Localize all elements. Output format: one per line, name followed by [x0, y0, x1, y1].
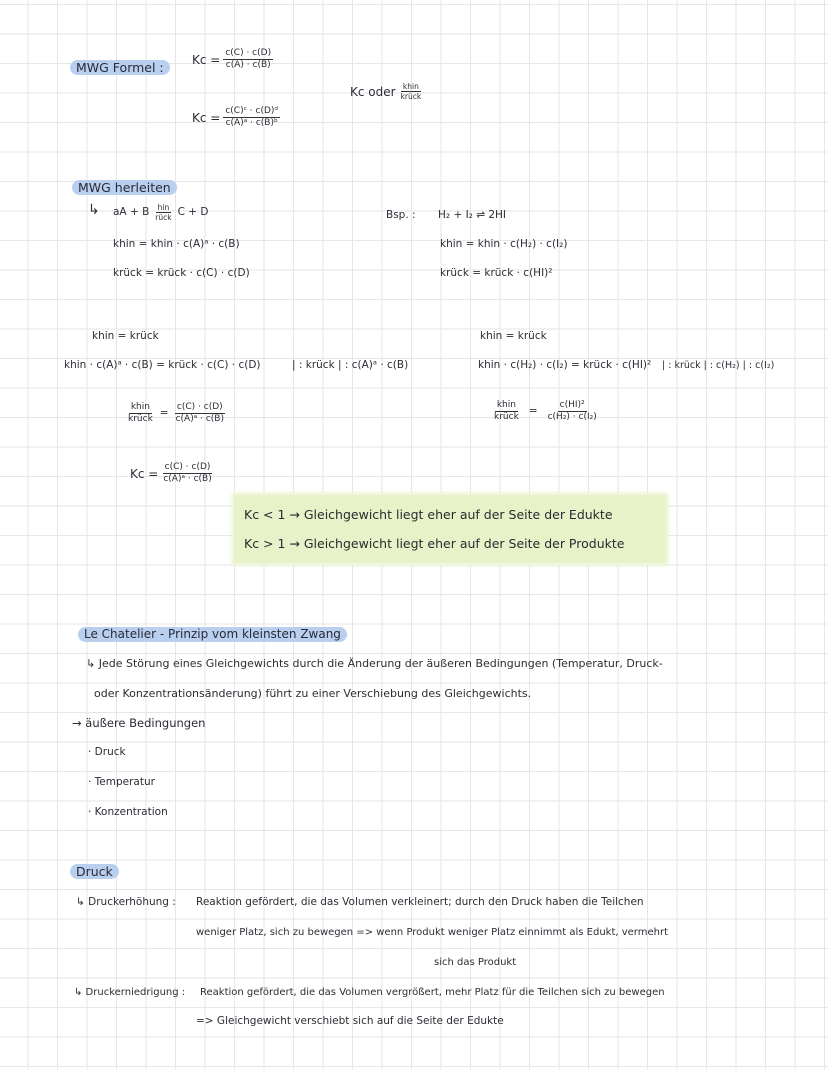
ratio-rhs-den: c(A)ᵃ · c(B) [175, 414, 224, 424]
mwg-herleiten-heading: MWG herleiten [72, 180, 177, 195]
kc-oder-fraction [399, 82, 424, 101]
ratio-lhs-num: khin [130, 402, 150, 412]
reaction-arrow [153, 203, 173, 222]
bsp-k-hin-equation: khin = khin · c(H₂) · c(I₂) [440, 238, 568, 250]
condition-item-druck: · Druck [88, 746, 126, 758]
reaction-right: C + D [177, 206, 209, 218]
kc-oder-label: Kc oder [350, 84, 396, 99]
formula1-numerator: c(C) · c(D) [225, 48, 272, 58]
kc-oder-numerator: khin [402, 82, 419, 91]
druckerhoehung-line3: sich das Produkt [434, 957, 517, 968]
ratio-equals: = [159, 407, 169, 419]
bsp-ratio-lhs-den: krück [494, 412, 519, 422]
k-rueck-equation: krück = krück · c(C) · c(D) [113, 267, 250, 279]
druckerniedrigung-line2: => Gleichgewicht verschiebt sich auf die Seite der Edukte [196, 1015, 504, 1027]
kc-oder-denominator: krück [400, 92, 422, 101]
bsp-khin-equals-krueck: khin = krück [480, 330, 547, 342]
bsp-ratio-equation [492, 400, 599, 423]
formula1-denominator: c(A) · c(B) [225, 60, 271, 70]
le-chatelier-line1: ↳ Jede Störung eines Gleichgewichts durch die Änderung der äußeren Bedingungen (Temperatur, Druck- [86, 657, 663, 670]
druckerniedrigung-label: ↳ Druckerniedrigung : [74, 987, 186, 998]
division-operations: | : krück | : c(A)ᵃ · c(B) [292, 359, 409, 371]
general-reaction [113, 203, 209, 222]
bsp-ratio-rhs-den: c(H₂) · c(I₂) [547, 412, 597, 422]
mwg-formula-2 [192, 106, 280, 129]
kc-label: Kc = [192, 52, 221, 67]
formula2-fraction [223, 106, 280, 129]
formula1-fraction [223, 48, 273, 71]
kc-interpretation-box [232, 493, 668, 565]
reaction-left: aA + B [113, 206, 150, 218]
druckerhoehung-line1: Reaktion gefördert, die das Volumen verkleinert; durch den Druck haben die Teilchen [196, 896, 644, 908]
aeussere-bedingungen-heading: → äußere Bedingungen [72, 716, 206, 730]
ratio-lhs [126, 402, 155, 425]
mwg-formel-heading: MWG Formel : [70, 60, 170, 75]
druck-heading: Druck [70, 864, 119, 879]
bsp-ratio-lhs-num: khin [496, 400, 516, 410]
khin-equals-krueck: khin = krück [92, 330, 159, 342]
ratio-rhs-num: c(C) · c(D) [176, 402, 223, 412]
druckerhoehung-label: ↳ Druckerhöhung : [76, 896, 176, 908]
druckerniedrigung-line1: Reaktion gefördert, die das Volumen vergrößert, mehr Platz für die Teilchen sich zu bewegen [200, 987, 665, 998]
condition-item-konzentration: · Konzentration [88, 806, 168, 818]
kc-greater-than-one: Kc > 1 → Gleichgewicht liegt eher auf der Seite der Produkte [244, 536, 625, 551]
kc-oder-ratio [350, 82, 423, 101]
k-hin-equation: khin = khin · c(A)ᵃ · c(B) [113, 238, 240, 250]
bsp-reaction: H₂ + I₂ ⇌ 2HI [438, 209, 507, 221]
kc-less-than-one: Kc < 1 → Gleichgewicht liegt eher auf der Seite der Edukte [244, 507, 613, 522]
bsp-ratio-rhs-num: c(HI)² [559, 400, 585, 410]
druckerhoehung-line2: weniger Platz, sich zu bewegen => wenn Produkt weniger Platz einnimmt als Edukt, vermehrt [196, 927, 669, 938]
reaction-arrow-bottom: rück [155, 213, 172, 222]
bsp-k-rueck-equation: krück = krück · c(HI)² [440, 267, 553, 279]
bsp-division-operations: | : krück | : c(H₂) | : c(I₂) [662, 360, 775, 371]
reaction-arrow-top: hin [157, 203, 170, 212]
curved-arrow-icon: ↳ [88, 202, 100, 218]
bsp-label: Bsp. : [386, 209, 416, 221]
kc-result-den: c(A)ᵃ · c(B) [163, 474, 212, 484]
kc-result-num: c(C) · c(D) [164, 462, 211, 472]
bsp-ratio-equals: = [528, 405, 538, 417]
le-chatelier-heading: Le Chatelier - Prinzip vom kleinsten Zwang [78, 627, 347, 642]
kc-result-label: Kc = [130, 466, 159, 481]
kc-result-fraction [161, 462, 213, 485]
mwg-formula-1 [192, 48, 273, 71]
condition-item-temperatur: · Temperatur [88, 776, 155, 788]
bsp-ratio-rhs [546, 400, 599, 423]
kc-result-equation [130, 462, 214, 485]
formula2-numerator: c(C)ᶜ · c(D)ᵈ [225, 106, 279, 116]
ratio-lhs-den: krück [128, 414, 153, 424]
ratio-rhs [174, 402, 226, 425]
kc-label-2: Kc = [192, 110, 221, 125]
ratio-equation [126, 402, 226, 425]
le-chatelier-line2: oder Konzentrationsänderung) führt zu einer Verschiebung des Gleichgewichts. [94, 687, 532, 700]
formula2-denominator: c(A)ᵃ · c(B)ᵇ [225, 118, 278, 128]
full-equation: khin · c(A)ᵃ · c(B) = krück · c(C) · c(D) [64, 359, 261, 371]
bsp-full-equation: khin · c(H₂) · c(I₂) = krück · c(HI)² [478, 359, 652, 371]
bsp-ratio-lhs [492, 400, 521, 423]
